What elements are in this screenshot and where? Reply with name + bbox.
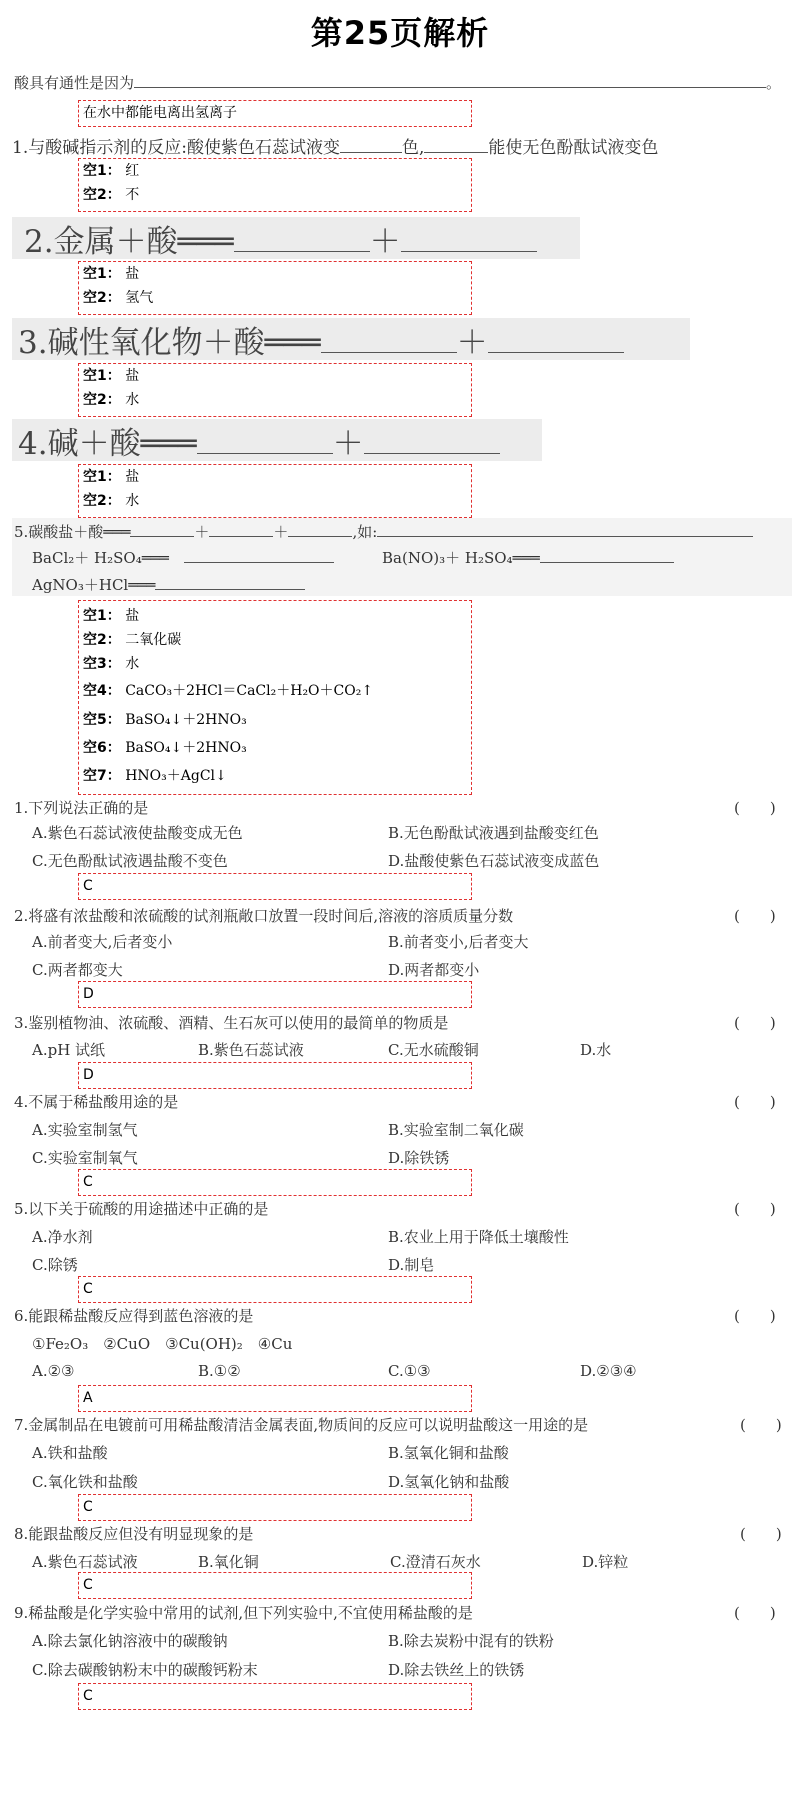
mc1-question: 1.下列说法正确的是 [14, 799, 149, 817]
mc6-option-c: C.①③ [388, 1362, 431, 1380]
q1-text-1: 1.与酸碱指示剂的反应:酸使紫色石蕊试液变 [12, 138, 340, 158]
mc7-option-d: D.氢氧化钠和盐酸 [388, 1473, 510, 1491]
q3-question [18, 317, 624, 362]
mc1-answer: C [78, 873, 472, 900]
q3-answer-box [78, 363, 472, 417]
answer-line: 空1： 盐 [83, 608, 140, 624]
mc2-question: 2.将盛有浓盐酸和浓硫酸的试剂瓶敞口放置一段时间后,溶液的溶质质量分数 [14, 907, 514, 925]
q1-text-2: 色, [401, 138, 425, 158]
answer-line: 空3： 水 [83, 656, 140, 672]
mc4-question: 4.不属于稀盐酸用途的是 [14, 1093, 179, 1111]
mc5-option-b: B.农业上用于降低土壤酸性 [388, 1228, 569, 1246]
mc5-answer: C [78, 1276, 472, 1303]
q5-formula-2: Ba(NO)₃＋ H₂SO₄═══ [382, 549, 540, 567]
mc6-question: 6.能跟稀盐酸反应得到蓝色溶液的是 [14, 1307, 254, 1325]
q5-line-1: 5.碳酸盐＋酸═══ ＋ ＋ ,如: [14, 521, 753, 542]
mc1-option-b: B.无色酚酞试液遇到盐酸变红色 [388, 824, 599, 842]
q1-answer-box [78, 158, 472, 212]
answer-line: 空1： 红 [83, 163, 140, 179]
mc4-option-d: D.除铁锈 [388, 1149, 450, 1167]
answer-line: 空2： 水 [83, 392, 140, 408]
mc9-option-d: D.除去铁丝上的铁锈 [388, 1661, 525, 1679]
answer-line: 空2： 二氧化碳 [83, 632, 182, 648]
q4-plus: ＋ [332, 426, 364, 462]
mc6-substances: ①Fe₂O₃ ②CuO ③Cu(OH)₂ ④Cu [32, 1335, 293, 1353]
mc2-option-b: B.前者变小,后者变大 [388, 933, 529, 951]
q1-question [12, 133, 658, 158]
mc3-paren: ( ) [734, 1014, 776, 1032]
mc3-option-c: C.无水硫酸铜 [388, 1041, 479, 1059]
mc5-paren: ( ) [734, 1200, 776, 1218]
intro-question: 酸具有通性是因为 。 [14, 74, 782, 92]
mc4-option-b: B.实验室制二氧化碳 [388, 1121, 524, 1139]
intro-text: 酸具有通性是因为 [14, 74, 135, 92]
q2-plus: ＋ [369, 224, 401, 260]
mc3-answer: D [78, 1062, 472, 1089]
mc8-option-b: B.氧化铜 [198, 1553, 259, 1571]
mc3-question: 3.鉴别植物油、浓硫酸、酒精、生石灰可以使用的最简单的物质是 [14, 1014, 449, 1032]
q4-answer-box [78, 464, 472, 518]
q5-text-1: 5.碳酸盐＋酸═══ [14, 523, 131, 541]
answer-line: 空1： 盐 [83, 266, 140, 282]
mc7-paren: ( ) [740, 1416, 782, 1434]
mc3-option-d: D.水 [580, 1041, 612, 1059]
answer-line: 空6： BaSO₄↓＋2HNO₃ [83, 740, 247, 756]
mc6-option-d: D.②③④ [580, 1362, 637, 1380]
mc9-question: 9.稀盐酸是化学实验中常用的试剂,但下列实验中,不宜使用稀盐酸的是 [14, 1604, 473, 1622]
q4-text: 4.碱＋酸═══ [18, 426, 197, 462]
page-title: 第25页解析 [310, 14, 490, 52]
q2-text: 2.金属＋酸═══ [24, 224, 234, 260]
q3-text: 3.碱性氧化物＋酸═══ [18, 325, 321, 361]
mc1-option-d: D.盐酸使紫色石蕊试液变成蓝色 [388, 852, 600, 870]
q4-question [18, 418, 500, 463]
mc8-option-c: C.澄清石灰水 [390, 1553, 481, 1571]
answer-line: 空4： CaCO₃＋2HCl＝CaCl₂＋H₂O＋CO₂↑ [83, 683, 374, 699]
mc4-option-c: C.实验室制氧气 [32, 1149, 138, 1167]
q1-text-3: 能使无色酚酞试液变色 [488, 138, 659, 158]
mc5-question: 5.以下关于硫酸的用途描述中正确的是 [14, 1200, 269, 1218]
mc7-option-b: B.氢氧化铜和盐酸 [388, 1444, 509, 1462]
mc7-question: 7.金属制品在电镀前可用稀盐酸清洁金属表面,物质间的反应可以说明盐酸这一用途的是 [14, 1416, 589, 1434]
mc7-option-c: C.氧化铁和盐酸 [32, 1473, 138, 1491]
mc4-answer: C [78, 1169, 472, 1196]
q3-plus: ＋ [456, 325, 488, 361]
q5-line-3 [32, 574, 305, 595]
q5-answer-box [78, 600, 472, 795]
mc6-option-a: A.②③ [32, 1362, 75, 1380]
intro-answer: 在水中都能电离出氢离子 [83, 105, 237, 121]
mc8-option-d: D.锌粒 [582, 1553, 629, 1571]
answer-line: 空2： 不 [83, 187, 140, 203]
mc4-paren: ( ) [734, 1093, 776, 1111]
answer-line: 空2： 氢气 [83, 290, 154, 306]
q5-line-2b [382, 547, 674, 568]
answer-line: 空5： BaSO₄↓＋2HNO₃ [83, 712, 247, 728]
mc2-option-d: D.两者都变小 [388, 961, 480, 979]
mc4-option-a: A.实验室制氢气 [32, 1121, 138, 1139]
q2-answer-box [78, 261, 472, 315]
mc1-paren: ( ) [734, 799, 776, 817]
mc8-paren: ( ) [740, 1525, 782, 1543]
mc9-option-a: A.除去氯化钠溶液中的碳酸钠 [32, 1632, 228, 1650]
mc8-option-a: A.紫色石蕊试液 [32, 1553, 138, 1571]
q5-formula-3: AgNO₃＋HCl═══ [32, 576, 156, 594]
mc3-option-b: B.紫色石蕊试液 [198, 1041, 304, 1059]
mc2-option-c: C.两者都变大 [32, 961, 123, 979]
mc8-question: 8.能跟盐酸反应但没有明显现象的是 [14, 1525, 254, 1543]
mc2-answer: D [78, 981, 472, 1008]
mc1-option-a: A.紫色石蕊试液使盐酸变成无色 [32, 824, 243, 842]
mc3-option-a: A.pH 试纸 [32, 1041, 106, 1059]
answer-line: 空1： 盐 [83, 469, 140, 485]
mc5-option-c: C.除锈 [32, 1256, 78, 1274]
mc9-option-c: C.除去碳酸钠粉末中的碳酸钙粉末 [32, 1661, 258, 1679]
mc6-paren: ( ) [734, 1307, 776, 1325]
mc9-answer: C [78, 1683, 472, 1710]
mc9-paren: ( ) [734, 1604, 776, 1622]
answer-line: 空7： HNO₃＋AgCl↓ [83, 768, 227, 784]
mc9-option-b: B.除去炭粉中混有的铁粉 [388, 1632, 554, 1650]
mc1-option-c: C.无色酚酞试液遇盐酸不变色 [32, 852, 228, 870]
intro-answer-box [78, 100, 472, 127]
mc8-answer: C [78, 1572, 472, 1599]
mc6-answer: A [78, 1385, 472, 1412]
answer-line: 空2： 水 [83, 493, 140, 509]
answer-line: 空1： 盐 [83, 368, 140, 384]
mc5-option-a: A.净水剂 [32, 1228, 93, 1246]
q5-text-2: ,如: [352, 523, 378, 541]
mc2-option-a: A.前者变大,后者变小 [32, 933, 173, 951]
mc6-option-b: B.①② [198, 1362, 241, 1380]
mc7-option-a: A.铁和盐酸 [32, 1444, 108, 1462]
mc2-paren: ( ) [734, 907, 776, 925]
mc7-answer: C [78, 1494, 472, 1521]
q5-formula-1: BaCl₂＋ H₂SO₄═══ [32, 549, 169, 567]
mc5-option-d: D.制皂 [388, 1256, 435, 1274]
q5-line-2a [32, 547, 334, 568]
q2-question [24, 216, 537, 261]
q5-plus-1: ＋ [194, 523, 210, 541]
